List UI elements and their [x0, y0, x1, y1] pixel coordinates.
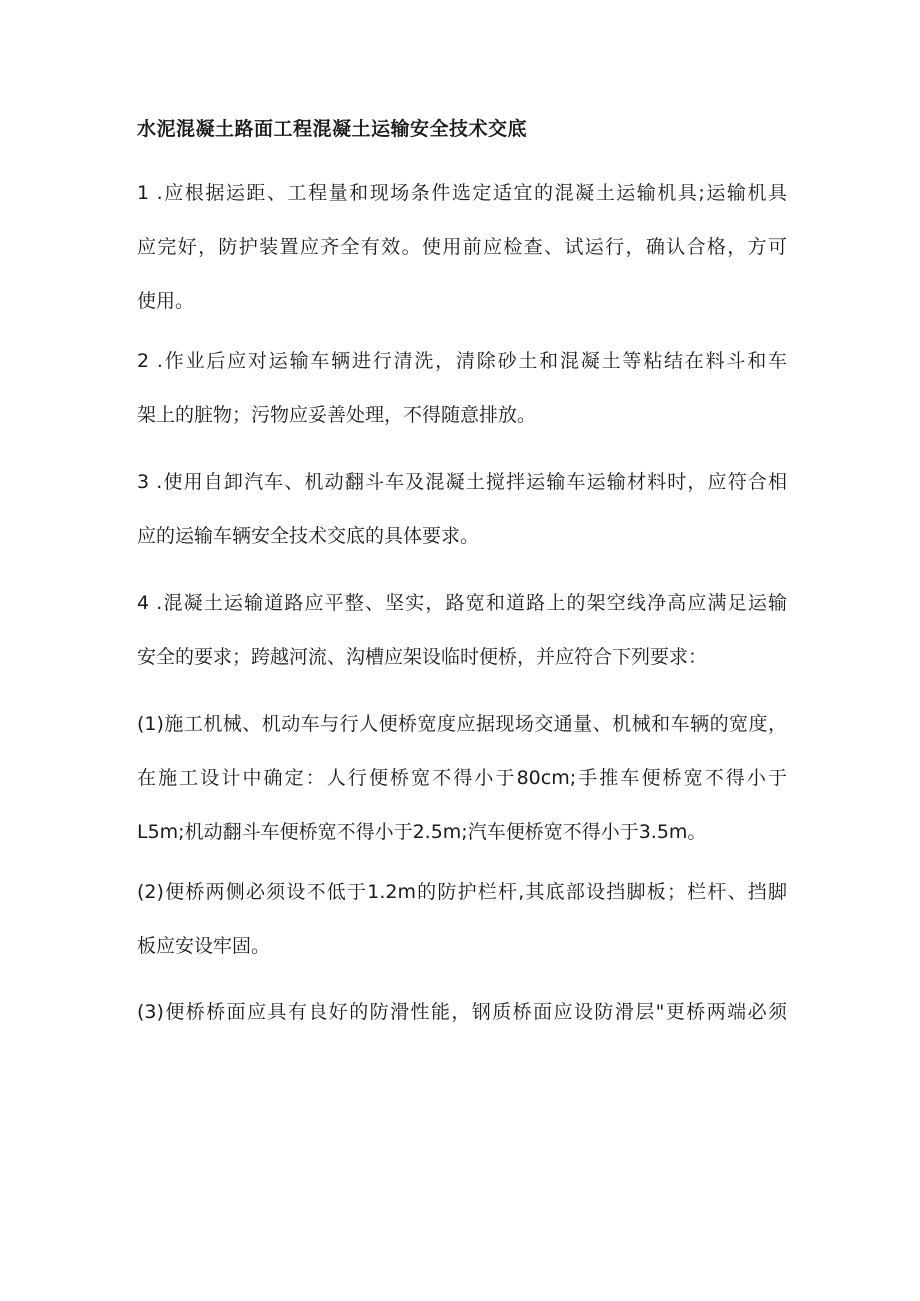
paragraph-7: [137, 985, 787, 1039]
paragraph-line: 使用。: [137, 290, 195, 312]
paragraph-line: 安全的要求；跨越河流、沟槽应架设临时便桥，并应符合下列要求：: [137, 646, 708, 668]
paragraph-4: [137, 576, 787, 684]
paragraph-6: [137, 865, 787, 973]
paragraph-line: 3 .使用自卸汽车、机动翻斗车及混凝土搅拌运输车运输材料时，应符合相: [137, 471, 787, 493]
paragraph-line: 在施工设计中确定：人行便桥宽不得小于80cm;手推车便桥宽不得小于: [137, 767, 787, 789]
paragraph-line: L5m;机动翻斗车便桥宽不得小于2.5m;汽车便桥宽不得小于3.5m。: [137, 821, 707, 843]
paragraph-line: (2)便桥两侧必须设不低于1.2m的防护栏杆,其底部设挡脚板；栏杆、挡脚: [137, 881, 787, 903]
paragraph-line: 板应安设牢固。: [137, 935, 271, 957]
paragraph-line: 架上的脏物；污物应妥善处理，不得随意排放。: [137, 404, 537, 426]
paragraph-line: 1 .应根据运距、工程量和现场条件选定适宜的混凝土运输机具;运输机具: [137, 182, 787, 204]
paragraph-line: 4 .混凝土运输道路应平整、坚实，路宽和道路上的架空线净高应满足运输: [137, 592, 787, 614]
paragraph-line: (3)便桥桥面应具有良好的防滑性能，钢质桥面应设防滑层"更桥两端必须: [137, 1001, 787, 1023]
paragraph-2: [137, 334, 787, 442]
paragraph-line: 2 .作业后应对运输车辆进行清洗，清除砂土和混凝土等粘结在料斗和车: [137, 350, 787, 372]
paragraph-line: 应的运输车辆安全技术交底的具体要求。: [137, 525, 480, 547]
paragraph-line: (1)施工机械、机动车与行人便桥宽度应据现场交通量、机械和车辆的宽度，: [137, 713, 787, 735]
paragraph-1: [137, 166, 787, 328]
paragraph-5: [137, 697, 787, 859]
paragraph-3: [137, 455, 787, 563]
paragraph-line: 应完好，防护装置应齐全有效。使用前应检查、试运行，确认合格，方可: [137, 236, 787, 258]
document-title: 水泥混凝土路面工程混凝土运输安全技术交底: [137, 118, 528, 140]
